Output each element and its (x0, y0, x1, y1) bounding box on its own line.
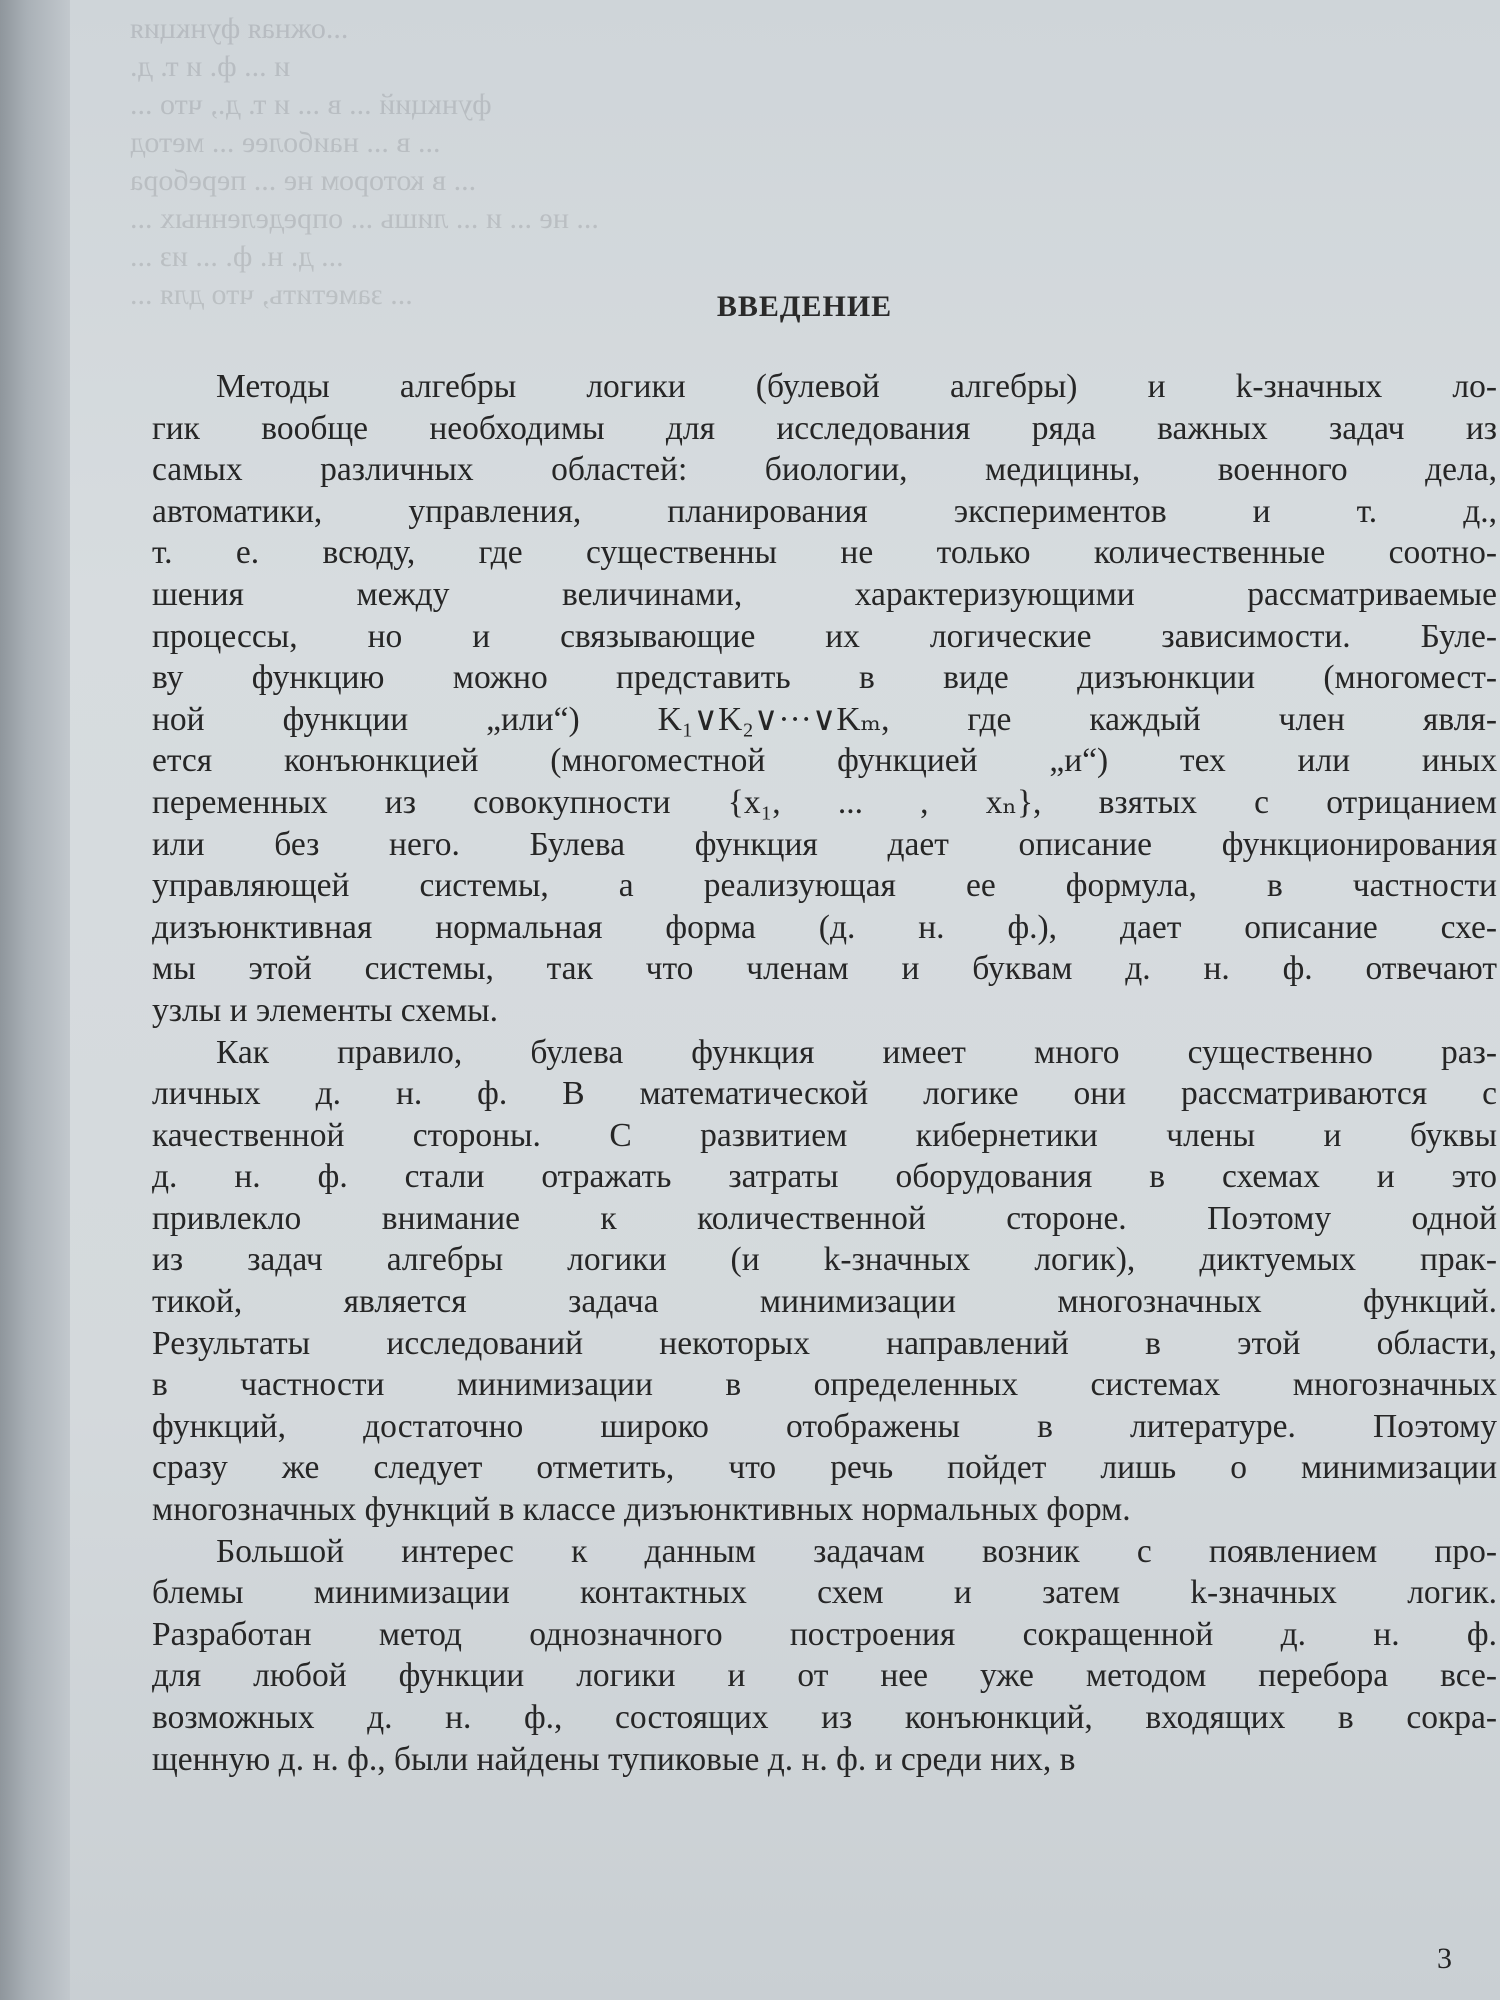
text-line: т. е. всюду, где существенны не только количественные соотно- (152, 534, 1497, 572)
paragraph (152, 366, 1497, 1032)
text-line: процессы, но и связывающие их логические зависимости. Буле- (152, 617, 1497, 655)
text-line: д. н. ф. стали отражать затраты оборудования в схемах и это (152, 1158, 1497, 1196)
text-line: Как правило, булева функция имеет много существенно раз- (216, 1033, 1497, 1071)
text-line: щенную д. н. ф., были найдены тупиковые д. н. ф. и среди них, в (152, 1740, 1076, 1778)
paragraph (152, 1531, 1497, 1781)
text-line: самых различных областей: биологии, медицины, военного дела, (152, 451, 1497, 489)
text-line: Результаты исследований некоторых направлений в этой области, (152, 1324, 1497, 1362)
bleed-line: ... в котором не ... перебора (130, 164, 477, 197)
bleed-line: ... д. н. ф. ... из ... (130, 240, 344, 273)
text-line: возможных д. н. ф., состоящих из конъюнкций, входящих в сокра- (152, 1699, 1497, 1736)
text-line: для любой функции логики и от нее уже методом перебора все- (152, 1657, 1497, 1695)
text-line: многозначных функций в классе дизъюнктивных нормальных форм. (152, 1491, 1131, 1529)
text-line: Большой интерес к данным задачам возник с появлением про- (216, 1532, 1497, 1570)
text-line: ется конъюнкцией (многоместной функцией „и“) тех или иных (152, 742, 1497, 780)
text-line: гик вообще необходимы для исследования ряда важных задач из (152, 409, 1497, 447)
text-line: привлекло внимание к количественной стороне. Поэтому одной (152, 1199, 1497, 1237)
text-line: функций, достаточно широко отображены в литературе. Поэтому (152, 1407, 1497, 1445)
text-line: Методы алгебры логики (булевой алгебры) и k-значных ло- (216, 368, 1497, 405)
text-line: дизъюнктивная нормальная форма (д. н. ф.), дает описание схе- (152, 908, 1497, 946)
page-number: 3 (1437, 1942, 1452, 1975)
book-spine-shadow (0, 0, 70, 2000)
text-line: управляющей системы, а реализующая ее формула, в частности (152, 867, 1497, 905)
text-line: узлы и элементы схемы. (152, 991, 499, 1029)
text-line: сразу же следует отметить, что речь пойдет лишь о минимизации (152, 1449, 1497, 1487)
bleed-line: функций ... в ... и т. д., что ... (130, 88, 492, 121)
body-text (152, 366, 1497, 1780)
page-content (152, 290, 1497, 1780)
text-line: блемы минимизации контактных схем и затем k-значных логик. (152, 1574, 1497, 1612)
bleed-line: ... заметить, что для ... (130, 278, 413, 311)
text-line: переменных из совокупности {x₁, ... , xₙ}, взятых с отрицанием (152, 783, 1497, 821)
paragraph (152, 1032, 1497, 1531)
text-line: качественной стороны. С развитием кибернетики члены и буквы (152, 1116, 1497, 1154)
text-line: ной функции „или“) K₁∨K₂∨···∨Kₘ, где каждый член явля- (152, 700, 1497, 738)
text-line: мы этой системы, так что членам и буквам д. н. ф. отвечают (152, 950, 1497, 988)
bleed-line: ... в ... наиболее ... метод (130, 126, 441, 159)
bleed-line: и ... ф. и т. д. (130, 50, 291, 83)
text-line: тикой, является задача минимизации многозначных функций. (152, 1283, 1497, 1321)
text-line: автоматики, управления, планирования экспериментов и т. д., (152, 492, 1497, 530)
text-line: личных д. н. ф. В математической логике они рассматриваются с (152, 1075, 1497, 1113)
text-line: или без него. Булева функция дает описание функционирования (152, 825, 1497, 863)
page-title: ВВЕДЕНИЕ (716, 290, 893, 323)
text-line: из задач алгебры логики (и k-значных логик), диктуемых прак- (152, 1241, 1497, 1279)
text-line: ву функцию можно представить в виде дизъюнкции (многомест- (152, 659, 1497, 697)
bleed-line: ...ожная функция (130, 12, 349, 45)
text-line: Разработан метод однозначного построения сокращенной д. н. ф. (152, 1615, 1497, 1653)
text-line: шения между величинами, характеризующими рассматриваемые (152, 575, 1497, 613)
book-page (70, 0, 1500, 2000)
bleed-line: ... не ... и ... лишь ... определенных ... (130, 202, 599, 235)
text-line: в частности минимизации в определенных системах многозначных (152, 1366, 1497, 1404)
